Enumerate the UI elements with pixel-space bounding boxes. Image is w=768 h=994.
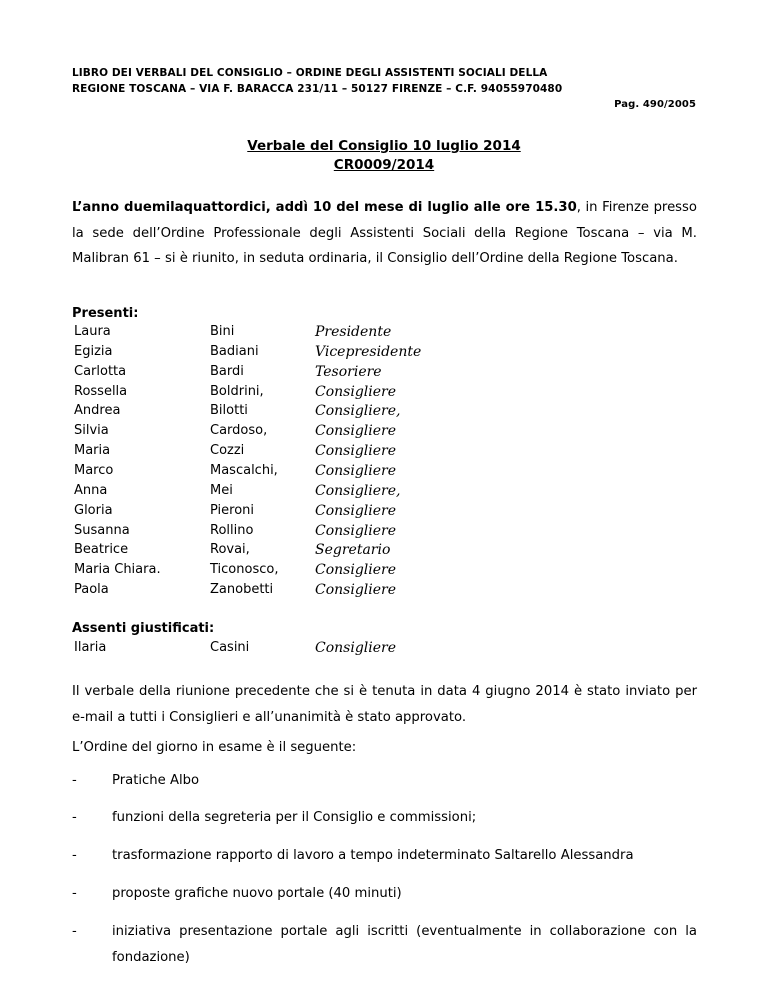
member-row: [74, 362, 694, 382]
presenti-label: Presenti:: [72, 306, 139, 321]
member-last-name: Casini: [210, 640, 250, 655]
member-last-name: Mascalchi,: [210, 462, 278, 478]
bullet-dash: -: [72, 810, 77, 825]
member-last-name: Pieroni: [210, 502, 255, 518]
member-role: Presidente: [315, 324, 392, 340]
member-role: Consigliere: [315, 502, 396, 519]
member-role: Vicepresidente: [315, 343, 422, 360]
verbale-paragraph: Il verbale della riunione precedente che si è tenuta in data 4 giugno 2014 è stato inviato per e-mail a tutti i Consiglieri e all’unanimità è stato approvato.: [72, 684, 697, 725]
member-last-name: Rovai,: [210, 542, 250, 558]
member-last-name: Badiani: [210, 343, 259, 359]
agenda-item-text: Pratiche Albo: [112, 773, 200, 788]
member-row: [74, 401, 694, 421]
header-line-2: REGIONE TOSCANA – VIA F. BARACCA 231/11 – 50127 FIRENZE – C.F. 94055970480: [72, 83, 563, 95]
member-row: [74, 540, 694, 560]
agenda-item-text: funzioni della segreteria per il Consiglio e commissioni;: [112, 810, 477, 825]
member-last-name: Zanobetti: [210, 582, 274, 598]
member-row: [74, 421, 694, 441]
member-first-name: Beatrice: [74, 542, 129, 558]
member-row: [74, 501, 694, 521]
document-code: CR0009/2014: [333, 157, 435, 173]
member-last-name: Mei: [210, 482, 233, 498]
member-first-name: Laura: [74, 324, 111, 339]
member-role: Consigliere,: [315, 482, 401, 499]
member-row: [74, 461, 694, 481]
member-role: Consigliere: [315, 640, 396, 656]
agenda-item-text: iniziativa presentazione portale agli iscritti (eventualmente in collaborazione con la fondazione): [112, 924, 697, 965]
member-row: [74, 580, 694, 600]
member-first-name: Maria: [74, 443, 111, 459]
member-role: Consigliere: [315, 383, 396, 400]
member-last-name: Bilotti: [210, 403, 248, 419]
bullet-dash: -: [72, 886, 77, 901]
member-first-name: Andrea: [74, 403, 121, 419]
member-row: [74, 521, 694, 541]
member-first-name: Ilaria: [74, 640, 107, 655]
member-last-name: Cardoso,: [210, 423, 268, 439]
member-row: [74, 481, 694, 501]
member-first-name: Gloria: [74, 502, 113, 518]
member-last-name: Ticonosco,: [210, 562, 279, 578]
member-role: Tesoriere: [315, 363, 382, 380]
member-row: [74, 342, 694, 362]
member-first-name: Silvia: [74, 423, 109, 439]
assenti-label: Assenti giustificati:: [72, 621, 215, 636]
member-first-name: Rossella: [74, 383, 128, 399]
bullet-dash: -: [72, 848, 77, 863]
member-first-name: Egizia: [74, 343, 113, 359]
document-title: Verbale del Consiglio 10 luglio 2014: [247, 138, 521, 154]
member-first-name: Paola: [74, 582, 109, 598]
member-role: Segretario: [315, 542, 391, 559]
header-line-1: LIBRO DEI VERBALI DEL CONSIGLIO – ORDINE DEGLI ASSISTENTI SOCIALI DELLA: [72, 67, 548, 79]
member-first-name: Carlotta: [74, 363, 127, 379]
intro-rest: , in Firenze presso la sede dell’Ordine Professionale degli Assistenti Sociali della Regione Toscana – via M. Malibran 61 – si è riunito, in seduta ordinaria, il Consiglio dell’Ordine della Regione Toscana.: [72, 200, 697, 266]
member-row: [74, 560, 694, 580]
member-row: [74, 441, 694, 461]
member-role: Consigliere: [315, 582, 396, 599]
member-last-name: Rollino: [210, 522, 254, 538]
agenda-item-text: trasformazione rapporto di lavoro a tempo indeterminato Saltarello Alessandra: [112, 848, 634, 863]
member-role: Consigliere,: [315, 403, 401, 420]
member-first-name: Marco: [74, 462, 114, 478]
member-last-name: Cozzi: [210, 443, 245, 459]
member-first-name: Susanna: [74, 522, 130, 538]
member-role: Consigliere: [315, 562, 396, 579]
member-row: [74, 638, 694, 658]
page-number: Pag. 490/2005: [614, 99, 696, 110]
member-last-name: Bardi: [210, 363, 244, 379]
member-first-name: Anna: [74, 482, 108, 498]
member-row: [74, 382, 694, 402]
member-role: Consigliere: [315, 522, 396, 539]
member-role: Consigliere: [315, 462, 396, 479]
member-last-name: Boldrini,: [210, 383, 264, 399]
member-row: [74, 322, 694, 342]
member-first-name: Maria Chiara.: [74, 562, 161, 578]
intro-paragraph: [72, 195, 697, 272]
member-role: Consigliere: [315, 443, 396, 460]
odg-intro: L’Ordine del giorno in esame è il seguente:: [72, 740, 357, 755]
bullet-dash: -: [72, 924, 77, 939]
member-role: Consigliere: [315, 423, 396, 440]
bullet-dash: -: [72, 773, 77, 788]
agenda-item-text: proposte grafiche nuovo portale (40 minuti): [112, 886, 402, 901]
intro-lead: L’anno duemilaquattordici, addì 10 del mese di luglio alle ore 15.30: [72, 200, 577, 215]
member-last-name: Bini: [210, 324, 235, 339]
